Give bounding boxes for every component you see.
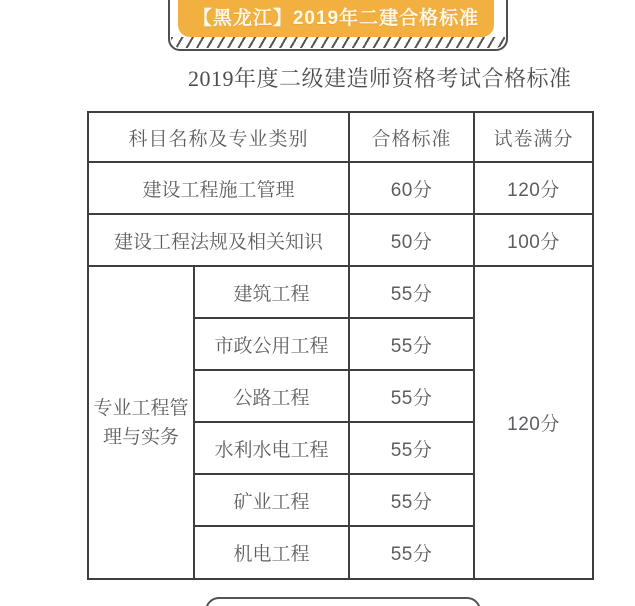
group-full-score-cell: 120分 xyxy=(474,266,593,579)
subject-cell: 建设工程法规及相关知识 xyxy=(88,214,349,266)
pass-score-cell: 55分 xyxy=(349,318,474,370)
full-score-cell: 120分 xyxy=(474,162,593,214)
header-subject: 科目名称及专业类别 xyxy=(88,112,349,162)
pass-score-cell: 55分 xyxy=(349,474,474,526)
pass-score-cell: 55分 xyxy=(349,266,474,318)
specialty-cell: 水利水电工程 xyxy=(194,422,349,474)
pass-score-cell: 55分 xyxy=(349,422,474,474)
header-full-score: 试卷满分 xyxy=(474,112,593,162)
group-name-cell: 专业工程管理与实务 xyxy=(88,266,194,579)
bottom-badge-cutoff xyxy=(205,597,481,606)
specialty-cell: 矿业工程 xyxy=(194,474,349,526)
subject-cell: 建设工程施工管理 xyxy=(88,162,349,214)
region-badge: 【黑龙江】2019年二建合格标准 xyxy=(178,0,494,37)
specialty-cell: 市政公用工程 xyxy=(194,318,349,370)
specialty-cell: 机电工程 xyxy=(194,526,349,579)
pass-score-cell: 50分 xyxy=(349,214,474,266)
specialty-cell: 公路工程 xyxy=(194,370,349,422)
full-score-cell: 100分 xyxy=(474,214,593,266)
pass-score-cell: 55分 xyxy=(349,526,474,579)
header-pass-score: 合格标准 xyxy=(349,112,474,162)
pass-score-cell: 55分 xyxy=(349,370,474,422)
hatch-stripe-decoration xyxy=(171,37,505,48)
page-title: 2019年度二级建造师资格考试合格标准 xyxy=(188,66,572,91)
pass-score-cell: 60分 xyxy=(349,162,474,214)
specialty-cell: 建筑工程 xyxy=(194,266,349,318)
table-row xyxy=(88,266,593,318)
score-table xyxy=(87,111,594,580)
table-row xyxy=(88,214,593,266)
table-row xyxy=(88,162,593,214)
table-header-row xyxy=(88,112,593,162)
